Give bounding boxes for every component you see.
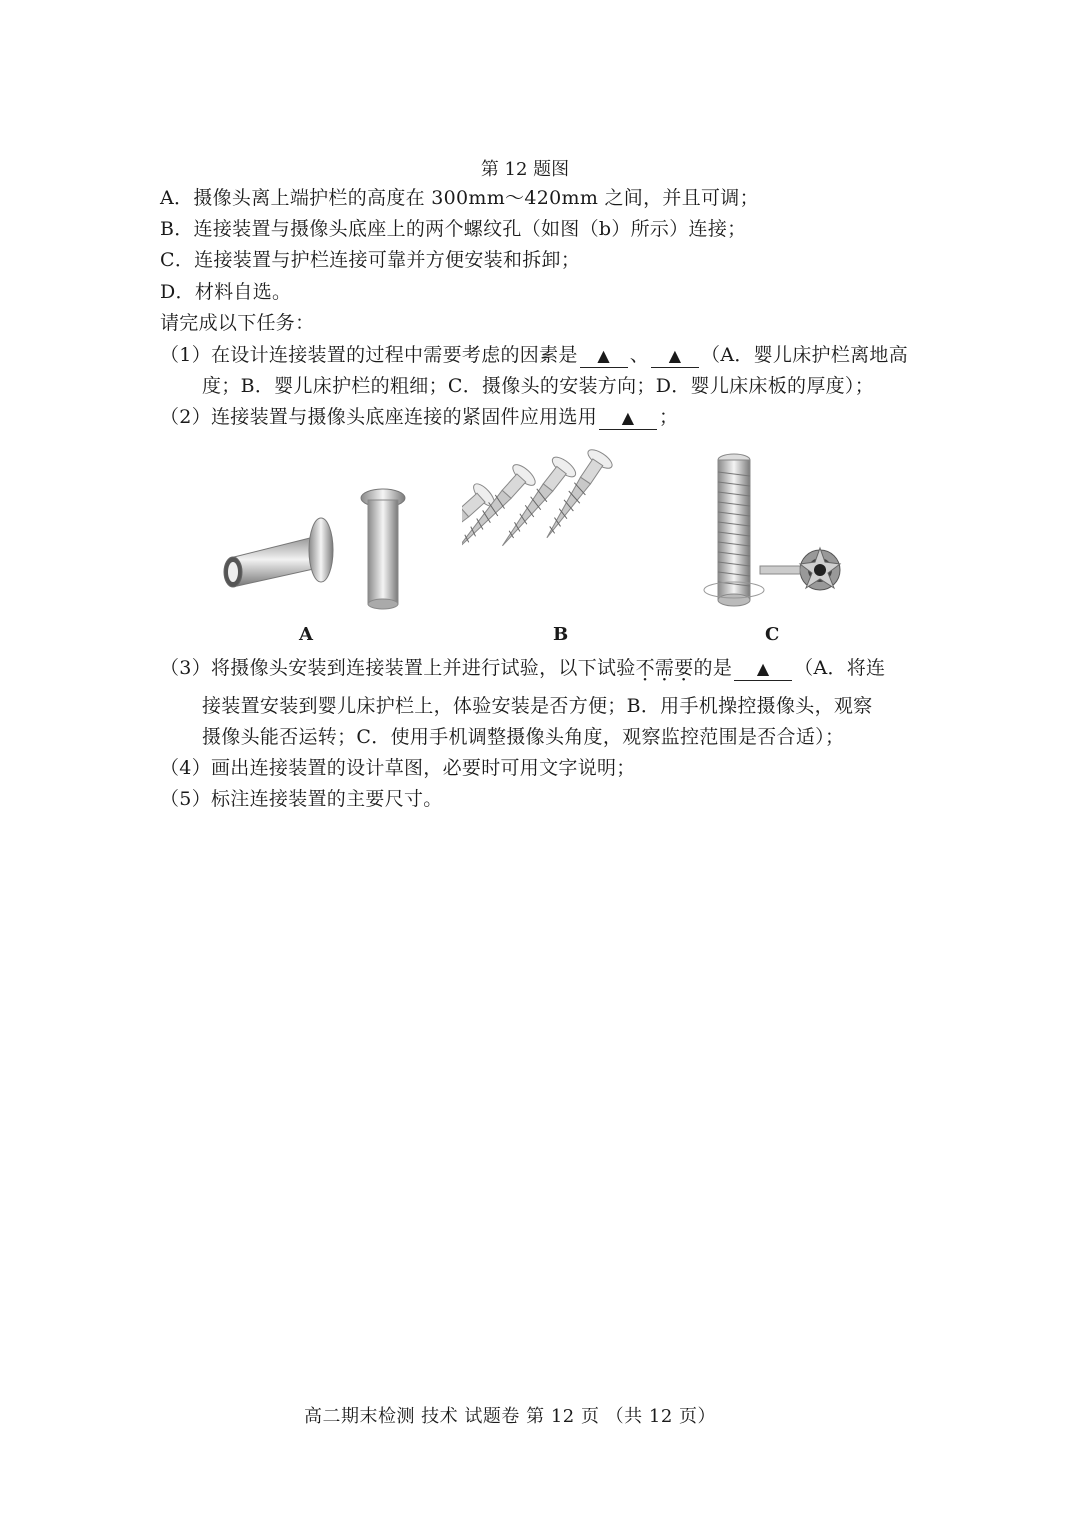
requirement-d: D．材料自选。 <box>160 281 292 303</box>
emphasis-char: 要 <box>674 657 694 679</box>
answer-blank-1b[interactable] <box>651 344 699 368</box>
requirement-b: B．连接装置与摄像头底座上的两个螺纹孔（如图（b）所示）连接； <box>160 218 747 240</box>
page-footer: 高二期末检测 技术 试题卷 第 12 页 （共 12 页） <box>303 1406 717 1427</box>
answer-blank-3[interactable] <box>734 657 792 681</box>
task-3-line-2: 接装置安装到婴儿床护栏上，体验安装是否方便；B．用手机操控摄像头，观察 <box>202 695 873 717</box>
rivet-icon <box>215 480 415 610</box>
task-1-separator: 、 <box>629 344 650 366</box>
triangle-icon: ▲ <box>668 346 682 365</box>
task-2-suffix: ； <box>659 406 679 428</box>
emphasis-char: 需 <box>654 657 675 679</box>
answer-blank-2[interactable] <box>599 406 657 430</box>
option-label-a: A <box>299 624 313 645</box>
task-3-mid: 的是 <box>693 657 733 679</box>
task-1-line-2: 度；B．婴儿床护栏的粗细；C．摄像头的安装方向；D．婴儿床床板的厚度）； <box>202 375 875 397</box>
task-2 <box>160 403 678 431</box>
task-1-suffix: （A．婴儿床护栏离地高 <box>701 344 909 366</box>
task-4: （4）画出连接装置的设计草图，必要时可用文字说明； <box>160 757 636 779</box>
task-3-prefix: （3）将摄像头安装到连接装置上并进行试验，以下试验 <box>160 657 636 679</box>
task-3 <box>160 654 885 682</box>
task-2-prefix: （2）连接装置与摄像头底座连接的紧固件应用选用 <box>160 406 597 428</box>
task-1 <box>160 341 908 369</box>
option-label-b: B <box>553 624 569 645</box>
task-5: （5）标注连接装置的主要尺寸。 <box>160 788 443 810</box>
threaded-rod-icon <box>700 450 870 610</box>
emphasis-char: 不 <box>635 657 655 679</box>
task-intro: 请完成以下任务： <box>160 312 315 334</box>
figure-caption: 第 12 题图 <box>480 159 570 180</box>
triangle-icon: ▲ <box>597 346 610 365</box>
task-1-prefix: （1）在设计连接装置的过程中需要考虑的因素是 <box>160 344 578 366</box>
task-3-line-3: 摄像头能否运转；C．使用手机调整摄像头角度，观察监控范围是否合适）； <box>202 726 845 748</box>
task-3-suffix: （A．将连 <box>794 657 886 679</box>
option-label-c: C <box>765 624 780 645</box>
wood-screw-icon <box>462 445 672 605</box>
answer-blank-1a[interactable] <box>580 344 628 368</box>
triangle-icon: ▲ <box>621 408 635 427</box>
requirement-a: A．摄像头离上端护栏的高度在 300mm～420mm 之间，并且可调； <box>160 187 759 209</box>
requirement-c: C．连接装置与护栏连接可靠并方便安装和拆卸； <box>160 249 581 271</box>
triangle-icon: ▲ <box>756 659 770 678</box>
